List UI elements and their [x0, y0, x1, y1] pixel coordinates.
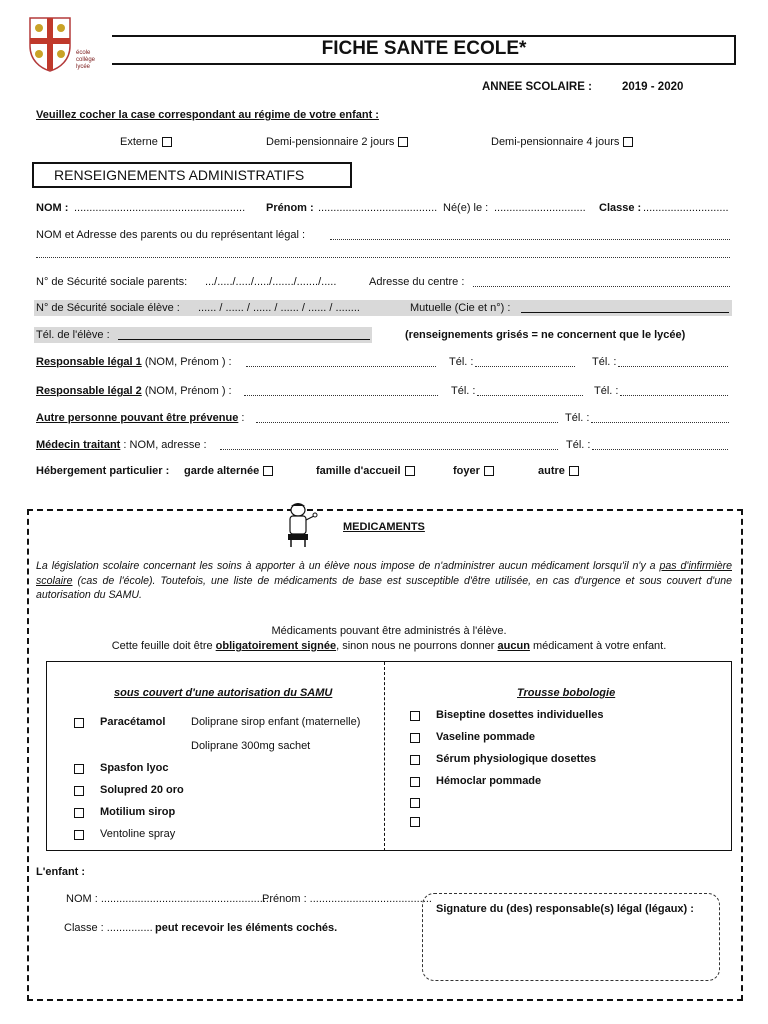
checkbox-hemoclar[interactable]	[410, 777, 420, 787]
checkbox-motilium[interactable]	[74, 808, 84, 818]
prenom-field[interactable]: .......................................	[318, 202, 438, 214]
checkbox[interactable]	[623, 137, 633, 147]
autre-tel-label: Tél. :	[565, 412, 590, 424]
autre-tel-field[interactable]	[591, 412, 729, 423]
hebergement-option-garde[interactable]: garde alternée	[184, 465, 273, 477]
regime-option-externe[interactable]: Externe	[120, 136, 172, 148]
resp2-tel2-field[interactable]	[620, 385, 728, 396]
resp1-tel2-field[interactable]	[618, 356, 728, 367]
enfant-prenom-field[interactable]: Prénom : ........................................	[262, 893, 432, 905]
table-column-divider	[384, 662, 385, 851]
resp2-field[interactable]	[244, 385, 438, 396]
trousse-item: Hémoclar pommade	[436, 775, 542, 787]
birthdate-label: Né(e) le :	[443, 202, 489, 214]
hebergement-option-famille[interactable]: famille d'accueil	[316, 465, 415, 477]
adresse-centre-label: Adresse du centre :	[369, 276, 465, 288]
trousse-item: Vaseline pommade	[436, 731, 536, 743]
birthdate-field[interactable]: ..............................	[494, 202, 586, 214]
mutuelle-label: Mutuelle (Cie et n°) :	[410, 302, 511, 314]
medecin-field[interactable]	[220, 439, 558, 450]
tel-eleve-field[interactable]	[118, 329, 370, 340]
checkbox-solupred[interactable]	[74, 786, 84, 796]
secu-eleve-field[interactable]: ...... / ...... / ...... / ...... / ...... / ........	[198, 302, 360, 314]
trousse-item: Sérum physiologique dosettes	[436, 753, 597, 765]
nom-field[interactable]: ........................................................	[74, 202, 246, 214]
parents-label: NOM et Adresse des parents ou du représentant légal :	[36, 229, 306, 241]
enfant-nom-field[interactable]: NOM : ........................................................	[66, 893, 272, 905]
signature-label: Signature du (des) responsable(s) légal (légaux) :	[436, 903, 694, 915]
regime-option-dp4[interactable]: Demi-pensionnaire 4 jours	[491, 136, 633, 148]
checkbox-spasfon[interactable]	[74, 764, 84, 774]
resp1-tel1-label: Tél. :	[449, 356, 474, 368]
resp1-tel1-field[interactable]	[475, 356, 575, 367]
checkbox-ventoline[interactable]	[74, 830, 84, 840]
parents-field-line2[interactable]	[36, 255, 730, 258]
school-year-value: 2019 - 2020	[622, 81, 684, 93]
grises-note: (renseignements grisés = ne concernent que le lycée)	[405, 329, 686, 341]
checkbox-extra-2[interactable]	[410, 817, 420, 827]
tel-eleve-label: Tél. de l'élève :	[36, 329, 110, 341]
table-header-line2: Cette feuille doit être obligatoirement signée, sinon nous ne pourrons donner aucun médicament à votre enfant.	[111, 640, 667, 652]
medecin-tel-label: Tél. :	[566, 439, 591, 451]
hebergement-label: Hébergement particulier :	[36, 465, 170, 477]
logo-text: école collège lycée	[76, 50, 96, 70]
samu-item-name: Spasfon lyoc	[100, 762, 169, 774]
resp1-tel2-label: Tél. :	[592, 356, 617, 368]
prenom-label: Prénom :	[266, 202, 314, 214]
checkbox[interactable]	[405, 466, 415, 476]
school-year-label: ANNEE SCOLAIRE :	[482, 81, 592, 93]
trousse-column-title: Trousse bobologie	[517, 687, 616, 699]
checkbox[interactable]	[569, 466, 579, 476]
checkbox-biseptine[interactable]	[410, 711, 420, 721]
nom-label: NOM :	[36, 202, 69, 214]
medecin-tel-field[interactable]	[592, 439, 728, 450]
checkbox-vaseline[interactable]	[410, 733, 420, 743]
resp2-tel2-label: Tél. :	[594, 385, 619, 397]
page-title: FICHE SANTE ECOLE*	[321, 38, 527, 59]
checkbox-extra-1[interactable]	[410, 798, 420, 808]
samu-item-name: Paracétamol	[100, 716, 166, 728]
samu-item-detail: Doliprane sirop enfant (maternelle)	[191, 716, 361, 728]
mutuelle-field[interactable]	[521, 302, 729, 313]
secu-parents-field[interactable]: .../...../...../...../......./......./.....	[205, 276, 337, 288]
adresse-centre-field[interactable]	[473, 276, 730, 287]
resp1-label: Responsable légal 1 (NOM, Prénom ) :	[36, 356, 232, 368]
samu-item-detail: Doliprane 300mg sachet	[191, 740, 311, 752]
checkbox-serum[interactable]	[410, 755, 420, 765]
regime-option-dp2[interactable]: Demi-pensionnaire 2 jours	[266, 136, 408, 148]
trousse-item: Biseptine dosettes individuelles	[436, 709, 604, 721]
table-header-line1: Médicaments pouvant être administrés à l'élève.	[271, 625, 507, 637]
classe-field[interactable]: ............................	[643, 202, 729, 214]
resp2-tel1-field[interactable]	[477, 385, 583, 396]
school-logo-icon	[26, 16, 74, 72]
section-title: RENSEIGNEMENTS ADMINISTRATIFS	[54, 167, 305, 183]
nurse-icon	[280, 500, 320, 548]
resp2-tel1-label: Tél. :	[451, 385, 476, 397]
samu-column-title: sous couvert d'une autorisation du SAMU	[114, 687, 333, 699]
checkbox[interactable]	[162, 137, 172, 147]
enfant-peut-recevoir: peut recevoir les éléments cochés.	[155, 922, 338, 934]
enfant-classe-field[interactable]: Classe : ...............	[64, 922, 153, 934]
resp1-field[interactable]	[246, 356, 436, 367]
legislation-paragraph: La législation scolaire concernant les soins à apporter à un élève nous impose de n'administrer aucun médicament lorsqu'il n'y a pas d'infirmière scolaire (cas de l'école). Toutefois, une liste de médicaments de base est susceptible d'être utilisée, en cas d'urgence et sous couvert d'une autorisation du SAMU.	[36, 560, 732, 601]
samu-item-name: Motilium sirop	[100, 806, 176, 818]
checkbox-paracetamol[interactable]	[74, 718, 84, 728]
autre-label: Autre personne pouvant être prévenue :	[36, 412, 245, 424]
regime-instruction: Veuillez cocher la case correspondant au régime de votre enfant :	[36, 109, 379, 121]
autre-field[interactable]	[256, 412, 558, 423]
secu-eleve-label: N° de Sécurité sociale élève :	[36, 302, 180, 314]
enfant-label: L'enfant :	[36, 866, 86, 878]
classe-label: Classe :	[599, 202, 642, 214]
hebergement-option-foyer[interactable]: foyer	[453, 465, 494, 477]
samu-item-name: Ventoline spray	[100, 828, 176, 840]
samu-item-name: Solupred 20 oro	[100, 784, 184, 796]
checkbox[interactable]	[484, 466, 494, 476]
resp2-label: Responsable légal 2 (NOM, Prénom ) :	[36, 385, 232, 397]
checkbox[interactable]	[398, 137, 408, 147]
medecin-label: Médecin traitant : NOM, adresse :	[36, 439, 207, 451]
medicaments-table-header	[46, 615, 732, 662]
secu-parents-label: N° de Sécurité sociale parents:	[36, 276, 188, 288]
medicaments-title: MEDICAMENTS	[343, 521, 425, 533]
hebergement-option-autre[interactable]: autre	[538, 465, 579, 477]
checkbox[interactable]	[263, 466, 273, 476]
parents-field[interactable]	[330, 229, 730, 240]
